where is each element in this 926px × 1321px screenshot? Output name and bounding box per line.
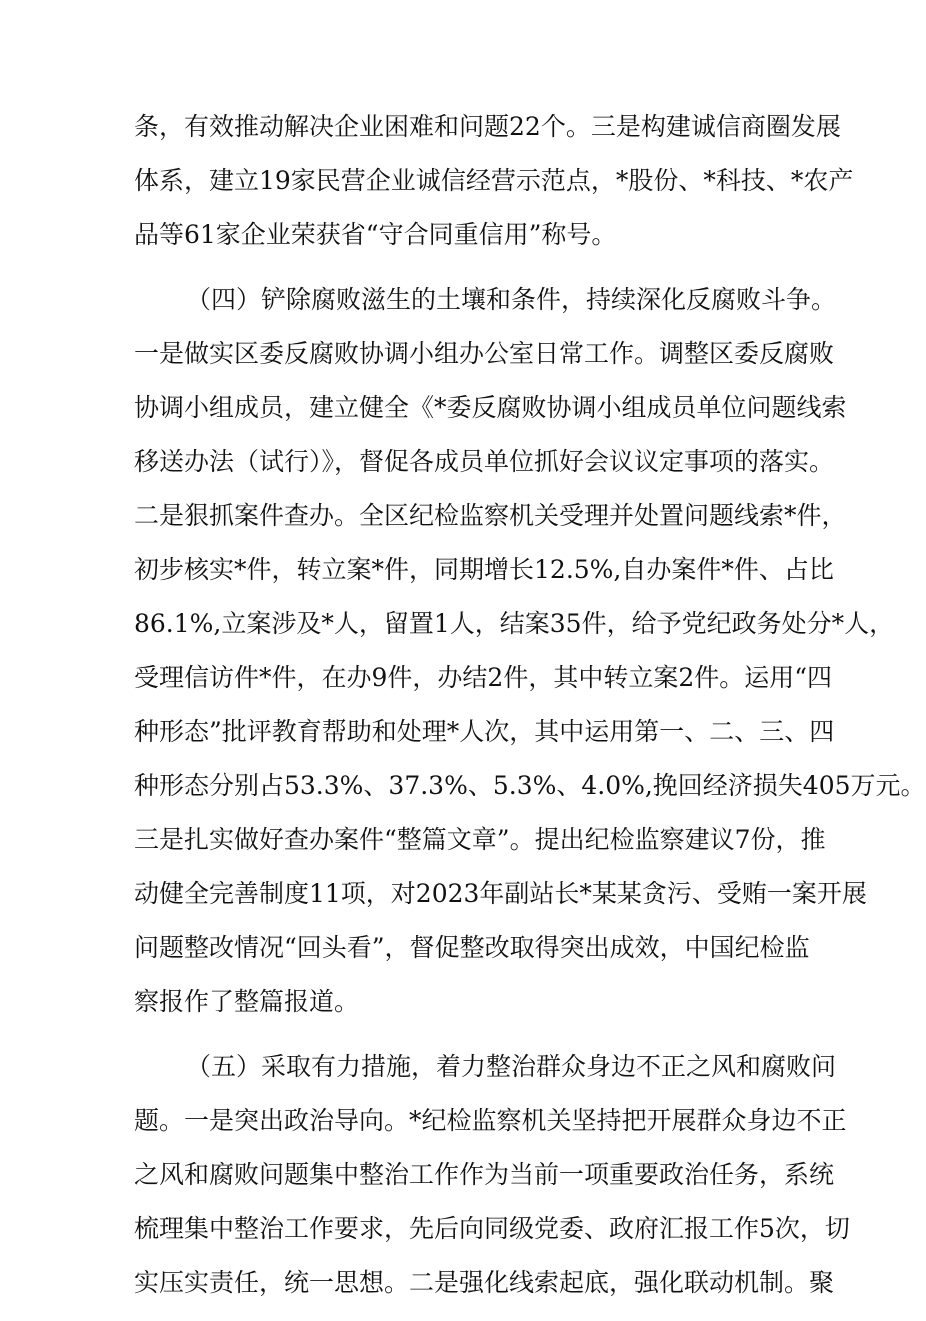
text-line: 受理信访件*件，在办9件，办结2件，其中转立案2件。运用“四 bbox=[134, 663, 833, 692]
text-line: 问题整改情况“回头看”，督促整改取得突出成效，中国纪检监 bbox=[134, 933, 810, 962]
section-heading-line: （四）铲除腐败滋生的土壤和条件，持续深化反腐败斗争。 bbox=[186, 285, 837, 314]
text-line: 动健全完善制度11项，对2023年副站长*某某贪污、受贿一案开展 bbox=[134, 879, 867, 908]
section-heading-line: （五）采取有力措施，着力整治群众身边不正之风和腐败问 bbox=[186, 1052, 837, 1081]
text-line: 初步核实*件，转立案*件，同期增长12.5%,自办案件*件、占比 bbox=[134, 555, 834, 584]
text-line: 品等61家企业荣获省“守合同重信用”称号。 bbox=[134, 220, 617, 249]
text-line: 协调小组成员，建立健全《*委反腐败协调小组成员单位问题线索 bbox=[134, 393, 847, 422]
text-line: 一是做实区委反腐败协调小组办公室日常工作。调整区委反腐败 bbox=[134, 339, 835, 368]
text-line: 二是狠抓案件查办。全区纪检监察机关受理并处置问题线索*件， bbox=[134, 501, 847, 530]
text-line: 三是扎实做好查办案件“整篇文章”。提出纪检监察建议7份，推 bbox=[134, 825, 826, 854]
text-line: 种形态分别占53.3%、37.3%、5.3%、4.0%,挽回经济损失405万元。 bbox=[134, 771, 926, 800]
text-line: 题。一是突出政治导向。*纪检监察机关坚持把开展群众身边不正 bbox=[134, 1106, 847, 1135]
text-line: 实压实责任，统一思想。二是强化线索起底，强化联动机制。聚 bbox=[134, 1268, 835, 1297]
text-line: 之风和腐败问题集中整治工作作为当前一项重要政治任务，系统 bbox=[134, 1160, 835, 1189]
text-line: 体系，建立19家民营企业诚信经营示范点，*股份、*科技、*农产 bbox=[134, 166, 854, 195]
text-line: 种形态”批评教育帮助和处理*人次，其中运用第一、二、三、四 bbox=[134, 717, 835, 746]
text-line: 条，有效推动解决企业困难和问题22个。三是构建诚信商圈发展 bbox=[134, 112, 841, 141]
paragraph-business-credit bbox=[134, 100, 854, 262]
text-line: 察报作了整篇报道。 bbox=[134, 987, 360, 1016]
paragraph-anti-corruption bbox=[134, 273, 926, 1029]
paragraph-misconduct-rectification bbox=[134, 1040, 850, 1310]
text-line: 梳理集中整治工作要求，先后向同级党委、政府汇报工作5次，切 bbox=[134, 1214, 850, 1243]
document-page bbox=[134, 100, 926, 1321]
text-line: 86.1%,立案涉及*人，留置1人，结案35件，给予党纪政务处分*人， bbox=[134, 609, 895, 638]
text-line: 移送办法（试行）》，督促各成员单位抓好会议议定事项的落实。 bbox=[134, 447, 835, 476]
